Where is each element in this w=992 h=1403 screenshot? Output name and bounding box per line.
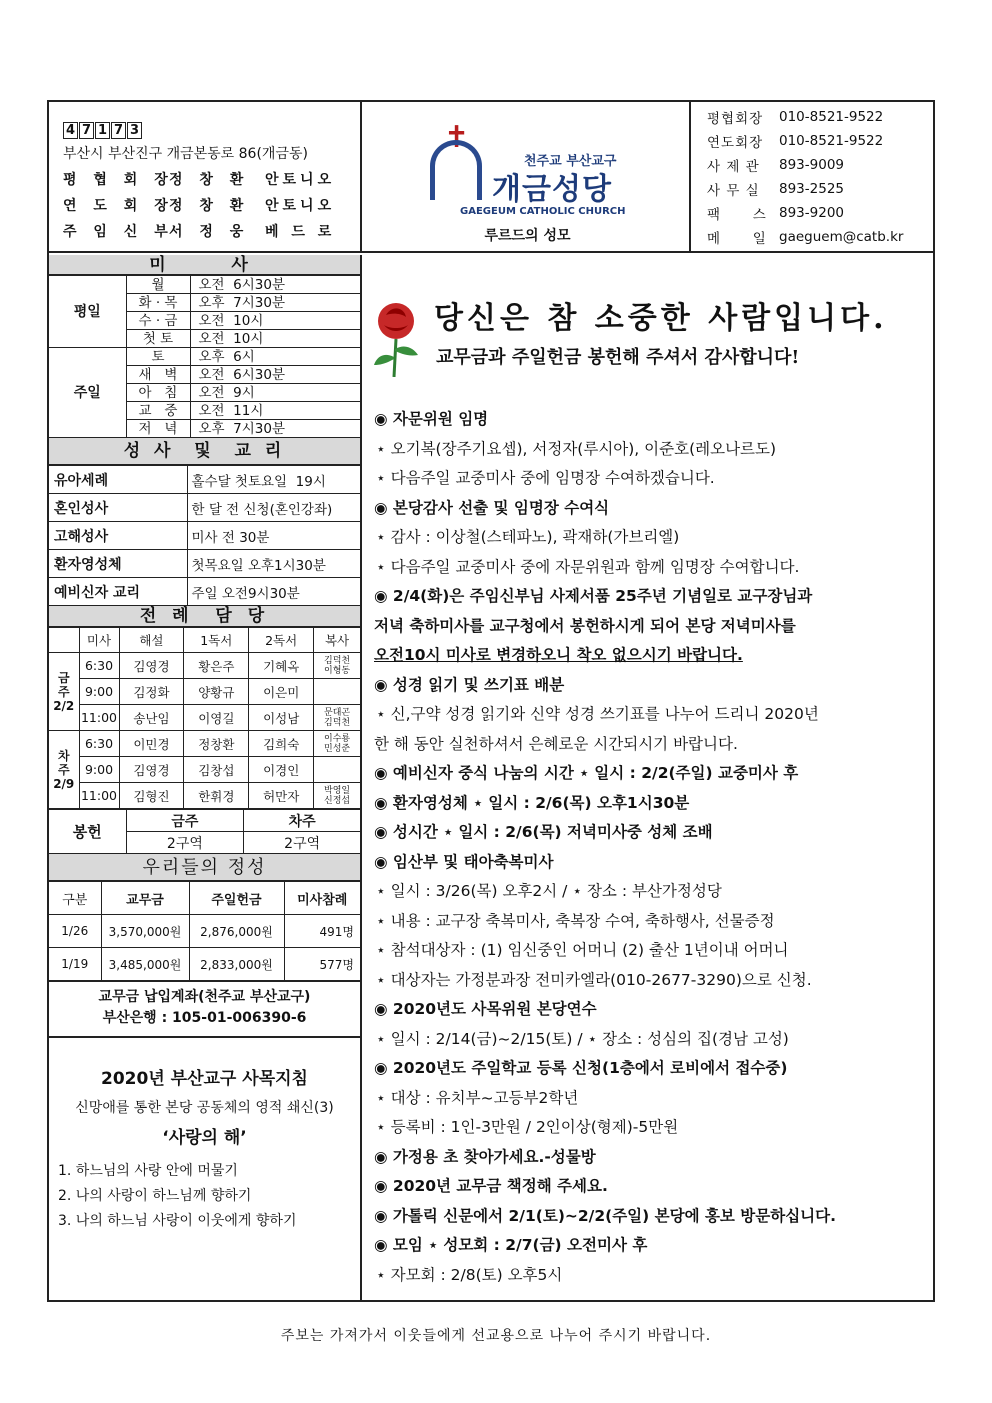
contact-value: 010-8521-9522: [779, 109, 884, 125]
contact-value: 010-8521-9522: [779, 133, 884, 149]
sacrament-info: 주일 오전9시30분: [187, 578, 360, 606]
mass-title: 미 사: [49, 255, 360, 275]
mass-time: 오후 7시30분: [190, 420, 360, 438]
notice-detail: ⋆ 감사 : 이상철(스테파노), 곽재하(가브리엘): [374, 523, 930, 553]
cross-icon: ✝: [444, 120, 470, 155]
role-title: 평 협 회 장: [63, 172, 174, 188]
role-row: [63, 169, 360, 189]
table-row: [49, 810, 360, 832]
contact-label: 연도회장: [707, 135, 764, 151]
bank-line: 교무금 납입계좌(천주교 부산교구): [98, 989, 311, 1005]
contact-list: [693, 102, 933, 251]
bank-account-info: [49, 981, 360, 1036]
sacrament-name: 혼인성사: [49, 494, 187, 522]
sacraments-table: [49, 465, 360, 606]
mass-day: 새 벽: [126, 366, 190, 384]
commentator: 김영경: [119, 757, 184, 783]
sacraments-title: 성 사 및 교 리: [49, 438, 360, 465]
altar-server: [314, 679, 360, 705]
notice-detail: ⋆ 일시 : 2/14(금)~2/15(토) / ⋆ 장소 : 성심의 집(경남 고성): [374, 1025, 930, 1055]
mass-day: 수 · 금: [126, 312, 190, 330]
finance-offering: 2,833,000원: [189, 948, 284, 981]
pastoral-item: 2. 나의 사랑이 하느님께 향하기: [58, 1188, 252, 1204]
pastoral-guidelines: [49, 1036, 360, 1230]
table-header-cell: 미사참례: [284, 882, 360, 915]
contact-label: 평협회장: [707, 111, 764, 127]
zip-digit: 1: [95, 122, 110, 139]
sacrament-info: 미사 전 30분: [187, 522, 360, 550]
table-row: [49, 915, 360, 948]
altar-server: 김덕천 이형동: [314, 653, 360, 679]
mass-time: 오후 6시: [190, 348, 360, 366]
mass-day: 화 · 목: [126, 294, 190, 312]
notice-heading: ◉ 성시간 ⋆ 일시 : 2/6(목) 저녁미사중 성체 조배: [374, 818, 930, 848]
zip-code: [63, 122, 360, 139]
altar-server: [314, 757, 360, 783]
week-label: 금 주 2/2: [49, 653, 79, 731]
contact-row: [693, 129, 933, 153]
mass-day: 아 침: [126, 384, 190, 402]
notice-detail: ⋆ 참석대상자 : (1) 임신중인 어머니 (2) 출산 1년이내 어머니: [374, 936, 930, 966]
role-title: 연 도 회 장: [63, 198, 174, 214]
notice-heading: ◉ 임산부 및 태아축복미사: [374, 848, 930, 878]
altar-server: 이수룡 민성준: [314, 731, 360, 757]
address: 부산시 부산진구 개금본동로 86(개금동): [63, 146, 308, 162]
sacrament-info: 첫목요일 오후1시30분: [187, 550, 360, 578]
mass-day: 저 녁: [126, 420, 190, 438]
reader-1: 정창환: [184, 731, 249, 757]
mass-time: 11:00: [79, 705, 119, 731]
notice-detail: ⋆ 자모회 : 2/8(토) 오후5시: [374, 1261, 930, 1291]
sacrament-name: 고해성사: [49, 522, 187, 550]
mass-time: 오전 6시30분: [190, 366, 360, 384]
mass-time: 9:00: [79, 679, 119, 705]
bulletin-frame: [47, 100, 935, 1302]
notice-heading: ◉ 자문위원 임명: [374, 405, 930, 435]
church-english-name: GAEGEUM CATHOLIC CHURCH: [460, 206, 626, 217]
notice-continuation: 저녁 축하미사를 교구청에서 봉헌하시게 되어 본당 저녁미사를: [374, 616, 796, 635]
commentator: 김형진: [119, 783, 184, 809]
pastoral-theme: ‘사랑의 해’: [162, 1128, 247, 1148]
notice-detail: ⋆ 다음주일 교중미사 중에 자문위원과 함께 임명장 수여합니다.: [374, 553, 930, 583]
notice-heading: ◉ 2020년도 사목위원 본당연수: [374, 995, 930, 1025]
offering-value: 2구역: [126, 832, 244, 854]
reader-2: 기혜옥: [249, 653, 314, 679]
notice-detail: ⋆ 신,구약 성경 읽기와 신약 성경 쓰기표를 나누어 드리니 2020년: [374, 700, 930, 730]
notice-heading: ◉ 모임 ⋆ 성모회 : 2/7(금) 오전미사 후: [374, 1231, 930, 1261]
notice-heading: ◉ 가정용 초 찾아가세요.-성물방: [374, 1143, 930, 1173]
contact-row: [693, 225, 933, 249]
liturgy-table: [49, 627, 360, 809]
zip-digit: 3: [127, 122, 142, 139]
notice-detail: ⋆ 오기복(장주기요셉), 서정자(루시아), 이준호(레오나르도): [374, 435, 930, 465]
table-row: [49, 783, 360, 809]
sacrament-name: 유아세례: [49, 466, 187, 494]
table-header-row: [49, 882, 360, 915]
liturgy-title: 전 례 담 당: [49, 606, 360, 627]
mass-time: 오전 9시: [190, 384, 360, 402]
table-row: [49, 731, 360, 757]
notice-heading: ◉ 가톨릭 신문에서 2/1(토)~2/2(주일) 본당에 홍보 방문하십니다.: [374, 1202, 930, 1232]
contact-row: [693, 153, 933, 177]
announcements: [364, 255, 933, 1300]
arch-icon: [430, 140, 482, 200]
contact-email[interactable]: gaeguem@catb.kr: [779, 229, 904, 245]
sunday-label: 주일: [49, 348, 126, 438]
contact-value: 893-2525: [779, 181, 844, 197]
header: [49, 102, 933, 253]
offering-value: 2구역: [244, 832, 360, 854]
role-baptismal: 안토니오: [265, 198, 336, 214]
role-row: [63, 221, 360, 241]
reader-2: 이성남: [249, 705, 314, 731]
notice-detail: ⋆ 대상자는 가정분과장 전미카엘라(010-2677-3290)으로 신청.: [374, 966, 930, 996]
mass-time: 오전 10시: [190, 330, 360, 348]
notice-detail: ⋆ 내용 : 교구장 축복미사, 축복장 수여, 축하행사, 선물증정: [374, 907, 930, 937]
table-row: [49, 276, 360, 294]
table-row: [49, 348, 360, 366]
contact-label: 사 무 실: [707, 183, 760, 199]
notice-detail: ⋆ 일시 : 3/26(목) 오후2시 / ⋆ 장소 : 부산가정성당: [374, 877, 930, 907]
notice-list: [374, 405, 930, 1290]
finance-attendance: 577명: [284, 948, 360, 981]
notice-heading: ◉ 2020년도 주일학교 등록 신청(1층에서 로비에서 접수중): [374, 1054, 930, 1084]
role-name: 서 정 웅: [169, 224, 250, 240]
reader-1: 한휘경: [184, 783, 249, 809]
sacrament-info: 홀수달 첫토요일 19시: [187, 466, 360, 494]
contact-row: [693, 177, 933, 201]
table-header-cell: 해설: [119, 628, 184, 653]
commentator: 이민경: [119, 731, 184, 757]
reader-2: 이은미: [249, 679, 314, 705]
table-header-cell: 교무금: [101, 882, 189, 915]
reader-1: 양황규: [184, 679, 249, 705]
notice-continuation: 오전10시 미사로 변경하오니 착오 없으시기 바랍니다.: [374, 646, 743, 664]
pastoral-item: 3. 나의 하느님 사랑이 이웃에게 향하기: [58, 1213, 297, 1229]
mass-time: 11:00: [79, 783, 119, 809]
finance-tithe: 3,485,000원: [101, 948, 189, 981]
church-info: [49, 102, 362, 251]
table-header-cell: 복사: [314, 628, 360, 653]
notice-detail: ⋆ 대상 : 유치부~고등부2학년: [374, 1084, 930, 1114]
week-label: 차 주 2/9: [49, 731, 79, 809]
table-header-cell: 주일헌금: [189, 882, 284, 915]
pastoral-subtitle: 신망애를 통한 본당 공동체의 영적 쇄신(3): [75, 1100, 334, 1116]
notice-detail: ⋆ 다음주일 교중미사 중에 임명장 수여하겠습니다.: [374, 464, 930, 494]
notice-heading: ◉ 성경 읽기 및 쓰기표 배분: [374, 671, 930, 701]
offering-header: 차주: [244, 810, 360, 832]
mass-time: 9:00: [79, 757, 119, 783]
notice-heading: ◉ 2020년 교무금 책정해 주세요.: [374, 1172, 930, 1202]
role-title: 주 임 신 부: [63, 224, 174, 240]
reader-2: 김희숙: [249, 731, 314, 757]
contact-row: [693, 105, 933, 129]
zip-digit: 7: [111, 122, 126, 139]
contact-row: [693, 201, 933, 225]
table-header-cell: 구분: [49, 882, 101, 915]
contact-value: 893-9200: [779, 205, 844, 221]
table-row: [49, 679, 360, 705]
finance-date: 1/26: [49, 915, 101, 948]
bank-line: 부산은행 : 105-01-006390-6: [102, 1010, 307, 1026]
mass-schedule: [49, 275, 360, 438]
table-header-cell: 2독서: [249, 628, 314, 653]
church-name: 개금성당: [492, 172, 612, 207]
reader-2: 이경인: [249, 757, 314, 783]
mass-day: 교 중: [126, 402, 190, 420]
table-row: [49, 757, 360, 783]
role-baptismal: 베 드 로: [265, 224, 336, 240]
finance-date: 1/19: [49, 948, 101, 981]
footer-note: 주보는 가져가서 이웃들에게 선교용으로 나누어 주시기 바랍니다.: [280, 1328, 712, 1344]
table-header-cell: 미사: [79, 628, 119, 653]
commentator: 김정화: [119, 679, 184, 705]
table-header-row: [49, 628, 360, 653]
zip-digit: 7: [79, 122, 94, 139]
zip-digit: 4: [63, 122, 78, 139]
notice-heading: ◉ 본당감사 선출 및 임명장 수여식: [374, 494, 930, 524]
mass-time: 오전 10시: [190, 312, 360, 330]
sacrament-name: 예비신자 교리: [49, 578, 187, 606]
finance-attendance: 491명: [284, 915, 360, 948]
mass-day: 첫 토: [126, 330, 190, 348]
mass-time: 오후 7시30분: [190, 294, 360, 312]
notice-heading: ◉ 2/4(화)은 주임신부님 사제서품 25주년 기념일로 교구장님과: [374, 582, 930, 612]
finance-title: 우리들의 정성: [49, 854, 360, 881]
notice-continuation: 한 해 동안 실천하셔서 은혜로운 시간되시기 바랍니다.: [374, 734, 738, 753]
table-row: [49, 948, 360, 981]
weekday-label: 평일: [49, 276, 126, 348]
mass-time: 오전 6시30분: [190, 276, 360, 294]
contact-value: 893-9009: [779, 157, 844, 173]
finance-table: [49, 881, 360, 981]
role-name: 정 창 환: [169, 172, 250, 188]
table-header-cell: 1독서: [184, 628, 249, 653]
sacrament-name: 환자영성체: [49, 550, 187, 578]
role-baptismal: 안토니오: [265, 172, 336, 188]
pastoral-item: 1. 하느님의 사랑 안에 머물기: [58, 1163, 238, 1179]
altar-server: 문대곤 김덕천: [314, 705, 360, 731]
notice-heading: ◉ 환자영성체 ⋆ 일시 : 2/6(목) 오후1시30분: [374, 789, 930, 819]
diocese-name: 천주교 부산교구: [524, 154, 617, 169]
contact-label: 메 일: [707, 231, 767, 247]
table-row: [49, 578, 360, 606]
table-row: [49, 466, 360, 494]
role-row: [63, 195, 360, 215]
headline: 당신은 참 소중한 사람입니다.: [434, 301, 888, 336]
table-row: [49, 522, 360, 550]
offering-table: [49, 809, 360, 854]
reader-1: 김창섭: [184, 757, 249, 783]
notice-heading: ◉ 예비신자 중식 나눔의 시간 ⋆ 일시 : 2/2(주일) 교중미사 후: [374, 759, 930, 789]
finance-tithe: 3,570,000원: [101, 915, 189, 948]
contact-label: 팩 스: [707, 207, 767, 223]
contact-label: 사 제 관: [707, 159, 760, 175]
table-row: [49, 494, 360, 522]
reader-1: 황은주: [184, 653, 249, 679]
reader-1: 이영길: [184, 705, 249, 731]
table-row: [49, 550, 360, 578]
commentator: 송난임: [119, 705, 184, 731]
reader-2: 허만자: [249, 783, 314, 809]
mass-time: 6:30: [79, 731, 119, 757]
commentator: 김영경: [119, 653, 184, 679]
subheadline: 교무금과 주일헌금 봉헌해 주셔서 감사합니다!: [436, 347, 800, 368]
role-name: 정 창 환: [169, 198, 250, 214]
offering-label: 봉헌: [49, 810, 126, 854]
table-header-cell: [49, 628, 79, 653]
offering-header: 금주: [126, 810, 244, 832]
finance-offering: 2,876,000원: [189, 915, 284, 948]
notice-detail: ⋆ 등록비 : 1인-3만원 / 2인이상(형제)-5만원: [374, 1113, 930, 1143]
patron-saint: 루르드의 성모: [484, 228, 571, 244]
mass-time: 오전 11시: [190, 402, 360, 420]
table-row: [49, 705, 360, 731]
pastoral-title: 2020년 부산교구 사목지침: [101, 1069, 308, 1089]
mass-day: 토: [126, 348, 190, 366]
mass-time: 6:30: [79, 653, 119, 679]
rose-icon: [372, 299, 420, 377]
left-column: [49, 255, 362, 1300]
table-row: [49, 653, 360, 679]
altar-server: 박영일 신정섭: [314, 783, 360, 809]
sacrament-info: 한 달 전 신청(혼인강좌): [187, 494, 360, 522]
mass-day: 월: [126, 276, 190, 294]
church-logo: [364, 102, 691, 251]
